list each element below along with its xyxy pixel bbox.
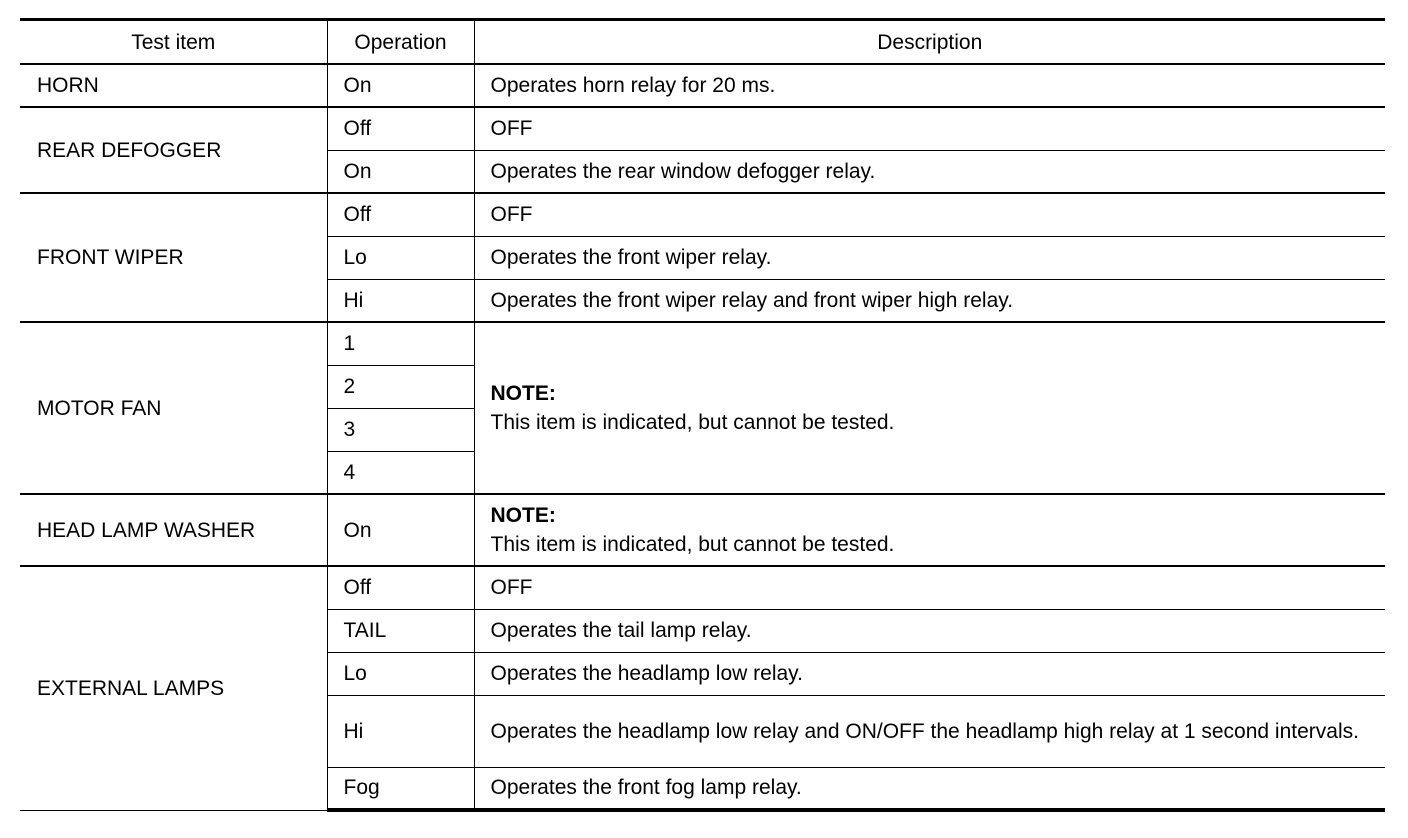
operation-cell: 1 — [327, 322, 474, 365]
table-row — [20, 322, 1385, 365]
test-item-external-lamps: EXTERNAL LAMPS — [20, 566, 327, 810]
header-row — [20, 20, 1385, 65]
test-item-rear-defogger: REAR DEFOGGER — [20, 107, 327, 193]
note-label: NOTE: — [490, 382, 556, 405]
header-description: Description — [474, 20, 1385, 65]
operation-cell: Off — [327, 193, 474, 236]
description-cell: Operates the front fog lamp relay. — [474, 767, 1385, 810]
description-cell: OFF — [474, 107, 1385, 150]
description-cell: Operates the tail lamp relay. — [474, 609, 1385, 652]
table-row — [20, 566, 1385, 609]
test-item-motor-fan: MOTOR FAN — [20, 322, 327, 494]
header-operation: Operation — [327, 20, 474, 65]
operation-cell: On — [327, 150, 474, 193]
operation-cell: On — [327, 64, 474, 107]
active-test-table — [20, 18, 1385, 812]
note-text: This item is indicated, but cannot be tested. — [490, 411, 895, 434]
description-cell: OFF — [474, 566, 1385, 609]
test-item-head-lamp-washer: HEAD LAMP WASHER — [20, 494, 327, 566]
header-test-item: Test item — [20, 20, 327, 65]
description-cell: Operates the headlamp low relay and ON/OFF the headlamp high relay at 1 second intervals. — [474, 695, 1385, 767]
note-text: This item is indicated, but cannot be tested. — [490, 533, 895, 556]
operation-cell: 4 — [327, 451, 474, 494]
operation-cell: Hi — [327, 695, 474, 767]
note-label: NOTE: — [490, 504, 556, 527]
operation-cell: Off — [327, 107, 474, 150]
operation-cell: Hi — [327, 279, 474, 322]
operation-cell: TAIL — [327, 609, 474, 652]
description-cell: Operates horn relay for 20 ms. — [474, 64, 1385, 107]
test-item-horn: HORN — [20, 64, 327, 107]
operation-cell: Off — [327, 566, 474, 609]
description-cell: Operates the front wiper relay. — [474, 236, 1385, 279]
operation-cell: Fog — [327, 767, 474, 810]
table-row — [20, 64, 1385, 107]
operation-cell: 3 — [327, 408, 474, 451]
description-cell: Operates the headlamp low relay. — [474, 652, 1385, 695]
table-row — [20, 193, 1385, 236]
operation-cell: Lo — [327, 236, 474, 279]
table-row — [20, 107, 1385, 150]
operation-cell: Lo — [327, 652, 474, 695]
operation-cell: On — [327, 494, 474, 566]
operation-cell: 2 — [327, 365, 474, 408]
table-row — [20, 494, 1385, 566]
note-cell — [474, 494, 1385, 566]
description-cell: Operates the rear window defogger relay. — [474, 150, 1385, 193]
test-item-front-wiper: FRONT WIPER — [20, 193, 327, 322]
description-cell: OFF — [474, 193, 1385, 236]
description-cell: Operates the front wiper relay and front wiper high relay. — [474, 279, 1385, 322]
note-cell — [474, 322, 1385, 494]
